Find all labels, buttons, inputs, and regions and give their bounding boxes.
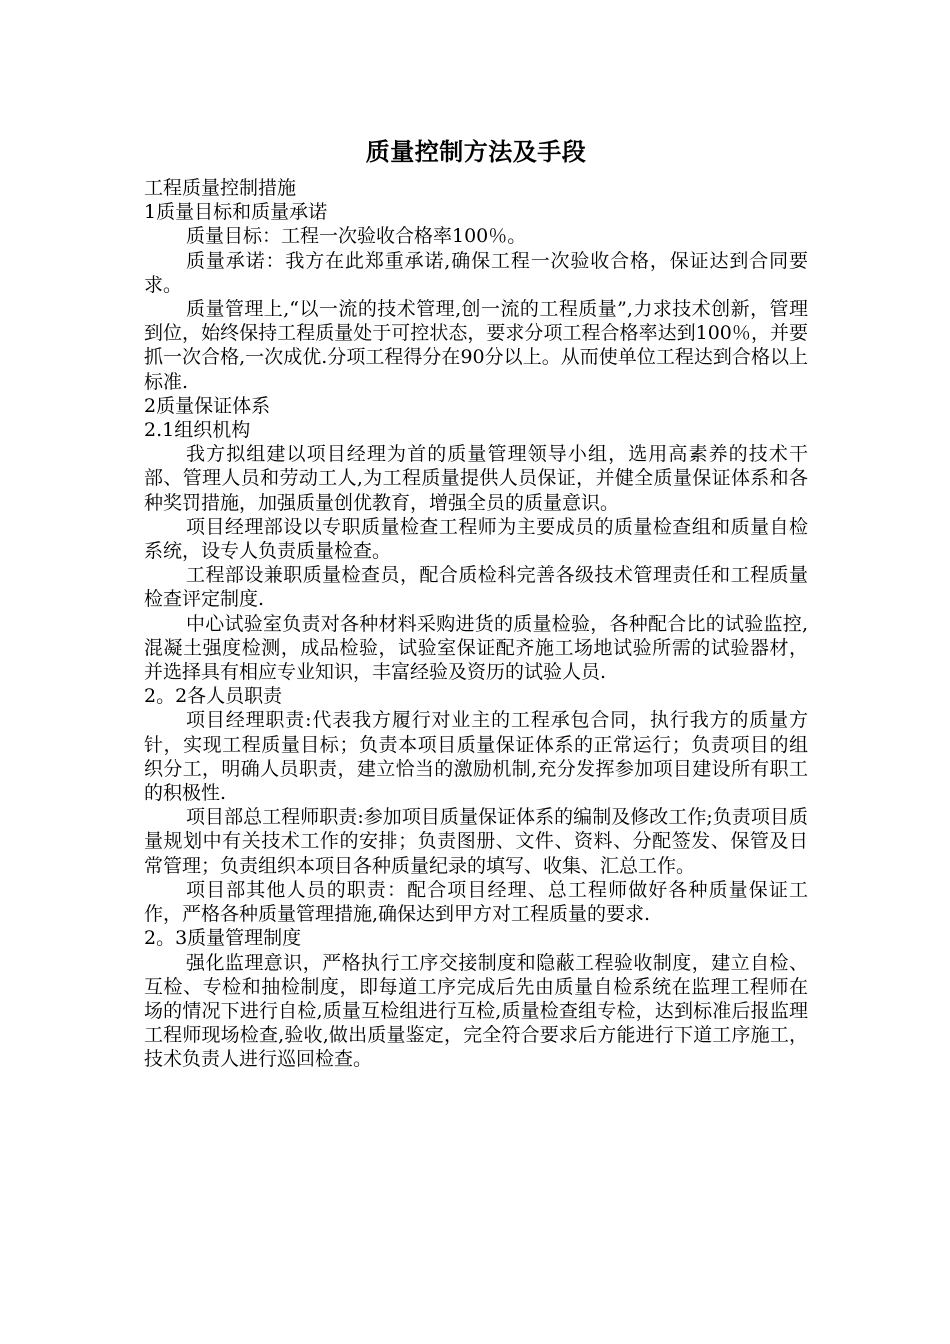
responsibility-paragraph-2: 项目部总工程师职责:参加项目质量保证体系的编制及修改工作;负责项目质量规划中有关技术工作的安排；负责图册、文件、资料、分配签发、保管及日常管理；负责组织本项目各种质量纪录的填写、收集、汇总工作。 <box>144 806 808 877</box>
document-page <box>144 128 808 1072</box>
organization-paragraph-1: 我方拟组建以项目经理为首的质量管理领导小组，选用高素养的技术干部、管理人员和劳动工人,为工程质量提供人员保证，并健全质量保证体系和各种奖罚措施，加强质量创优教育，增强全员的质量意识。 <box>144 443 808 514</box>
section-2-1-heading: 2.1组织机构 <box>144 419 251 442</box>
section-2-3-heading: 2。3质量管理制度 <box>144 927 302 950</box>
quality-management-paragraph: 质量管理上,“以一流的技术管理,创一流的工程质量”,力求技术创新，管理到位，始终保持工程质量处于可控状态，要求分项工程合格率达到100％，并要抓一次合格,一次成优.分项工程得分在90分以上。从而使单位工程达到合格以上标准. <box>144 298 808 393</box>
responsibility-paragraph-1: 项目经理职责:代表我方履行对业主的工程承包合同，执行我方的质量方针，实现工程质量目标；负责本项目质量保证体系的正常运行；负责项目的组织分工，明确人员职责，建立恰当的激励机制,充分发挥参加项目建设所有职工的积极性. <box>144 709 808 805</box>
section-2-2-heading: 2。2各人员职责 <box>144 685 283 708</box>
organization-paragraph-3: 工程部设兼职质量检查员，配合质检科完善各级技术管理责任和工程质量检查评定制度. <box>144 564 808 611</box>
organization-paragraph-2: 项目经理部设以专职质量检查工程师为主要成员的质量检查组和质量自检系统，设专人负责质量检查。 <box>144 515 808 563</box>
quality-goal-paragraph: 质量目标：工程一次验收合格率100％。 <box>186 225 527 248</box>
quality-promise-paragraph: 质量承诺：我方在此郑重承诺,确保工程一次验收合格，保证达到合同要求。 <box>144 249 808 296</box>
management-system-paragraph: 强化监理意识，严格执行工序交接制度和隐蔽工程验收制度，建立自检、互检、专检和抽检制度，即每道工序完成后先由质量自检系统在监理工程师在场的情况下进行自检,质量互检组进行互检,质量检查组专检，达到标准后报监理工程师现场检查,验收,做出质量鉴定，完全符合要求后方能进行下道工序施工，技术负责人进行巡回检查。 <box>144 951 808 1071</box>
responsibility-paragraph-3: 项目部其他人员的职责：配合项目经理、总工程师做好各种质量保证工作，严格各种质量管理措施,确保达到甲方对工程质量的要求. <box>144 878 808 926</box>
heading-quality-measures: 工程质量控制措施 <box>144 177 297 199</box>
section-1-heading: 1质量目标和质量承诺 <box>144 201 328 224</box>
document-title: 质量控制方法及手段 <box>365 137 587 166</box>
organization-paragraph-4: 中心试验室负责对各种材料采购进货的质量检验，各种配合比的试验监控,混凝土强度检测，成品检验，试验室保证配齐施工场地试验所需的试验器材，并选择具有相应专业知识，丰富经验及资历的试验人员. <box>144 612 808 684</box>
section-2-heading: 2质量保证体系 <box>144 394 271 417</box>
